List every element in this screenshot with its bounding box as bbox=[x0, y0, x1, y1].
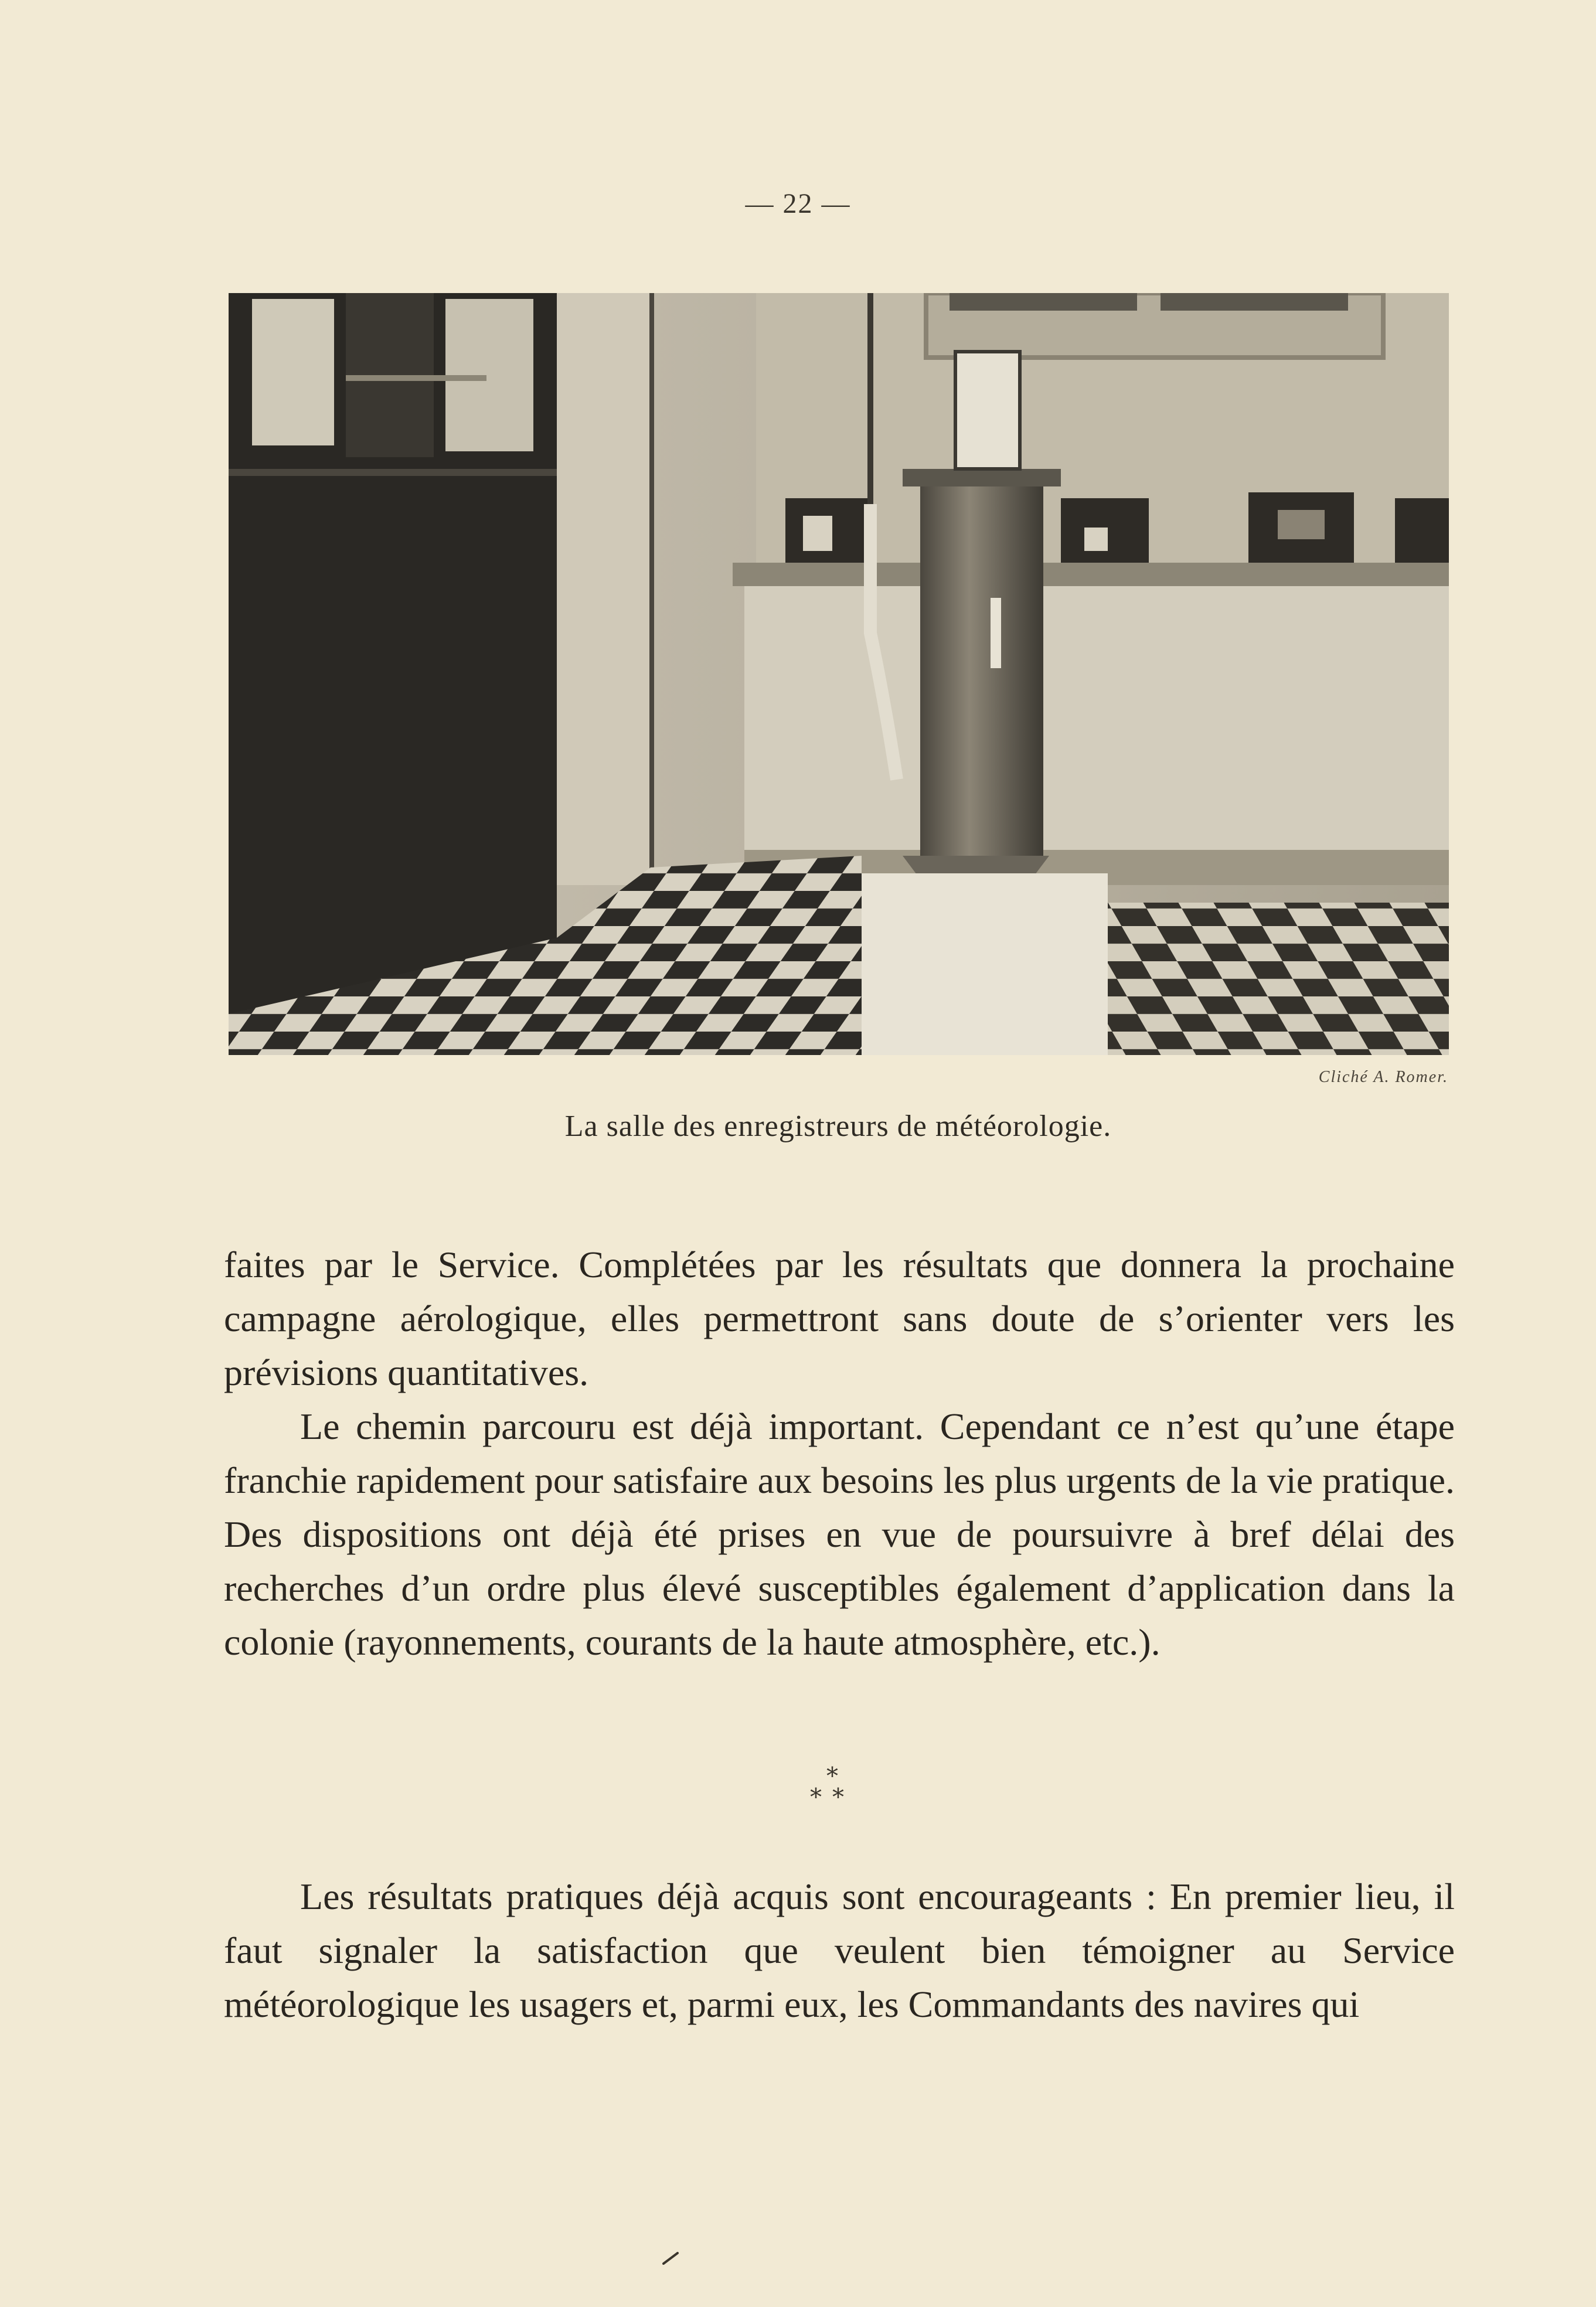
figure-caption: La salle des enregistreurs de météorologie. bbox=[564, 1110, 1112, 1143]
paragraph: faites par le Service. Complétées par les résultats que donnera la prochaine campagne aérologique, elles permettront sans doute de s’orienter vers les prévisions quantitatives. bbox=[224, 1244, 1455, 1393]
photograph-meteorology-recorders-room bbox=[229, 293, 1449, 1055]
body-text-block-2 bbox=[224, 1870, 1455, 2032]
photo-credit: Cliché A. Romer. bbox=[1318, 1068, 1448, 1086]
paragraph: Le chemin parcouru est déjà important. Cependant ce n’est qu’une étape franchie rapidement pour satisfaire aux besoins les plus urgents de la vie pratique. Des dispositions ont déjà été prises en vue de poursuivre à bref délai des recherches d’un ordre plus élevé susceptibles également d’application dans la colonie (rayonnements, courants de la haute atmosphère, etc.). bbox=[224, 1406, 1455, 1663]
page-number: — 22 — bbox=[745, 188, 851, 219]
paragraph: Les résultats pratiques déjà acquis sont encourageants : En premier lieu, il faut signaler la satisfaction que veulent bien témoigner au Service météorologique les usagers et, parmi eux, les Commandants des navires qui bbox=[224, 1876, 1455, 2025]
asterism-bottom: ⁎⁎ bbox=[810, 1777, 855, 1803]
body-text-block bbox=[224, 1238, 1455, 1669]
asterism-separator bbox=[797, 1755, 867, 1811]
pen-mark-icon bbox=[662, 2251, 680, 2265]
asterism-top: ⁎ bbox=[826, 1755, 838, 1782]
